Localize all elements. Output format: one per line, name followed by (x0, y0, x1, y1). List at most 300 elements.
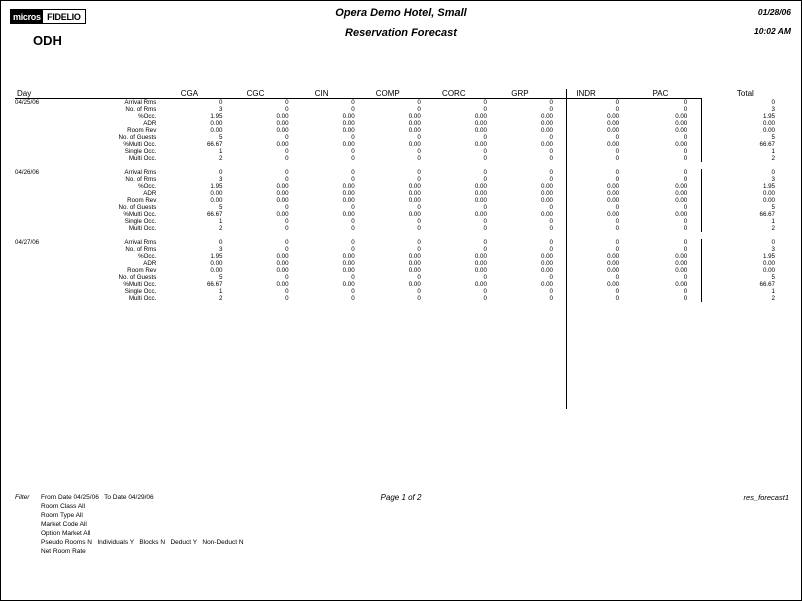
table-header-row (15, 89, 789, 98)
table-row (15, 281, 789, 288)
row-label: Room Rev (127, 267, 157, 274)
row-label: No. of Rms (125, 106, 157, 113)
report-id: res_forecast1 (743, 493, 789, 502)
cell-pac: 0 (619, 148, 702, 155)
table-row (15, 120, 789, 127)
cell-indr: 0 (615, 176, 620, 183)
cell-comp: 0 (417, 134, 421, 141)
cell-cgc: 0 (285, 106, 289, 113)
run-time: 10:02 AM (753, 26, 791, 36)
cell-cin: 0.00 (342, 120, 355, 127)
cell-corc: 0.00 (474, 190, 487, 197)
row-day-empty (15, 120, 86, 127)
cell-grp: 0 (549, 169, 553, 176)
cell-pac: 0 (619, 99, 702, 106)
cell-cin: 0.00 (342, 197, 355, 204)
cell-indr: 0 (615, 225, 620, 232)
cell-pac: 0 (619, 155, 702, 162)
row-label: Room Rev (127, 127, 157, 134)
column-header-indr: INDR (576, 89, 596, 98)
cell-cin: 0 (351, 169, 355, 176)
cell-pac: 0 (619, 204, 702, 211)
cell-cgc: 0.00 (276, 120, 289, 127)
cell-pac: 0.00 (619, 253, 702, 260)
table-row (15, 225, 789, 232)
column-header-comp: COMP (375, 89, 400, 98)
row-day-empty (15, 197, 86, 204)
cell-comp: 0 (417, 176, 421, 183)
cell-pac: 0.00 (619, 113, 702, 120)
cell-comp: 0 (417, 169, 421, 176)
row-label: No. of Guests (118, 274, 157, 281)
cell-comp: 0.00 (408, 127, 421, 134)
cell-cga: 1 (219, 288, 223, 295)
cell-corc: 0 (483, 225, 487, 232)
cell-cga: 0.00 (210, 267, 223, 274)
row-day-empty (15, 155, 86, 162)
cell-cin: 0.00 (342, 183, 355, 190)
cell-pac: 0 (619, 274, 702, 281)
cell-cin: 0.00 (342, 267, 355, 274)
pac-total-divider (566, 89, 567, 409)
cell-corc: 0 (483, 169, 487, 176)
cell-pac: 0.00 (619, 197, 702, 204)
cell-grp: 0.00 (540, 127, 553, 134)
cell-cga: 1 (219, 148, 223, 155)
cell-grp: 0 (549, 295, 553, 302)
cell-corc: 0 (483, 148, 487, 155)
cell-grp: 0.00 (540, 281, 553, 288)
filter-block (15, 493, 244, 556)
cell-indr: 0.00 (607, 253, 620, 260)
cell-corc: 0 (483, 106, 487, 113)
group-spacer (15, 162, 789, 169)
cell-comp: 0.00 (408, 260, 421, 267)
cell-pac: 0 (619, 225, 702, 232)
forecast-table (15, 89, 789, 302)
cell-comp: 0 (417, 99, 421, 106)
table-row (15, 113, 789, 120)
cell-cin: 0.00 (342, 211, 355, 218)
table-row (15, 218, 789, 225)
cell-indr: 0 (615, 246, 620, 253)
cell-grp: 0 (549, 246, 553, 253)
cell-comp: 0 (417, 274, 421, 281)
cell-grp: 0 (549, 134, 553, 141)
cell-cga: 1 (219, 218, 223, 225)
cell-cin: 0 (351, 176, 355, 183)
cell-cga: 66.67 (206, 281, 223, 288)
cell-total: 0 (771, 99, 775, 106)
table-row (15, 190, 789, 197)
row-day-empty (15, 267, 86, 274)
row-day-empty (15, 295, 86, 302)
filter-line-3: Market Code All (41, 521, 87, 528)
cell-total: 0.00 (762, 127, 775, 134)
column-header-cga: CGA (180, 89, 199, 98)
cell-cin: 0.00 (342, 260, 355, 267)
column-header-pac: PAC (652, 89, 669, 98)
column-header-cgc: CGC (246, 89, 265, 98)
cell-cga: 66.67 (206, 141, 223, 148)
cell-indr: 0 (615, 148, 620, 155)
cell-cgc: 0 (285, 204, 289, 211)
cell-pac: 0 (619, 288, 702, 295)
cell-cin: 0 (351, 295, 355, 302)
cell-total: 1 (771, 218, 775, 225)
cell-comp: 0.00 (408, 211, 421, 218)
cell-corc: 0.00 (474, 267, 487, 274)
cell-comp: 0 (417, 148, 421, 155)
cell-cga: 1.95 (210, 113, 223, 120)
cell-comp: 0.00 (408, 190, 421, 197)
cell-corc: 0 (483, 204, 487, 211)
logo-right-text: FIDELIO (47, 11, 81, 22)
cell-pac: 0 (619, 246, 702, 253)
cell-cgc: 0 (285, 246, 289, 253)
cell-cgc: 0.00 (276, 183, 289, 190)
cell-indr: 0.00 (607, 127, 620, 134)
cell-cin: 0.00 (342, 281, 355, 288)
cell-pac: 0 (619, 239, 702, 246)
cell-indr: 0 (615, 134, 620, 141)
row-label: Single Occ. (124, 288, 157, 295)
cell-corc: 0.00 (474, 120, 487, 127)
cell-total: 2 (771, 225, 775, 232)
column-header-cin: CIN (314, 89, 329, 98)
cell-pac: 0.00 (619, 281, 702, 288)
cell-pac: 0.00 (619, 190, 702, 197)
cell-cga: 0 (219, 169, 223, 176)
cell-cin: 0 (351, 148, 355, 155)
group-spacer-cell (15, 162, 702, 169)
table-row (15, 246, 789, 253)
cell-indr: 0.00 (607, 267, 620, 274)
row-day-empty (15, 190, 86, 197)
cell-comp: 0 (417, 239, 421, 246)
cell-total: 0.00 (762, 120, 775, 127)
row-day-empty (15, 176, 86, 183)
cell-indr: 0.00 (607, 190, 620, 197)
cell-cga: 5 (219, 204, 223, 211)
cell-corc: 0 (483, 99, 487, 106)
row-label: ADR (143, 260, 157, 267)
column-header-corc: CORC (442, 89, 466, 98)
row-label: No. of Rms (125, 246, 157, 253)
cell-indr: 0 (615, 218, 620, 225)
cell-total: 5 (771, 134, 775, 141)
logo-left-text: micros (13, 11, 41, 22)
row-day-empty (15, 281, 86, 288)
cell-grp: 0.00 (540, 141, 553, 148)
table-row (15, 253, 789, 260)
cell-cgc: 0 (285, 225, 289, 232)
cell-cgc: 0.00 (276, 141, 289, 148)
table-row (15, 141, 789, 148)
cell-cga: 0 (219, 99, 223, 106)
cell-comp: 0 (417, 106, 421, 113)
cell-comp: 0 (417, 295, 421, 302)
cell-corc: 0.00 (474, 253, 487, 260)
cell-corc: 0 (483, 218, 487, 225)
cell-cga: 66.67 (206, 211, 223, 218)
row-day: 04/27/06 (15, 239, 40, 246)
row-label: Arrival Rms (124, 169, 157, 176)
cell-grp: 0 (549, 155, 553, 162)
cell-cin: 0 (351, 134, 355, 141)
row-day-empty (15, 218, 86, 225)
cell-corc: 0 (483, 295, 487, 302)
cell-total: 1.95 (762, 183, 775, 190)
cell-cgc: 0 (285, 169, 289, 176)
row-label: Single Occ. (124, 218, 157, 225)
cell-cgc: 0.00 (276, 260, 289, 267)
cell-indr: 0 (615, 155, 620, 162)
filter-line-5: Pseudo Rooms N Individuals Y Blocks N Deduct Y Non-Deduct N (41, 539, 244, 546)
cell-indr: 0.00 (607, 113, 620, 120)
cell-grp: 0.00 (540, 267, 553, 274)
row-day-empty (15, 106, 86, 113)
page-title: Reservation Forecast (345, 27, 457, 39)
cell-grp: 0 (549, 148, 553, 155)
row-day-empty (15, 246, 86, 253)
row-label: %Occ. (138, 113, 157, 120)
cell-cga: 5 (219, 274, 223, 281)
row-day-empty (15, 274, 86, 281)
cell-cgc: 0 (285, 295, 289, 302)
cell-indr: 0 (615, 239, 620, 246)
cell-comp: 0.00 (408, 113, 421, 120)
cell-total: 1 (771, 148, 775, 155)
cell-total: 66.67 (759, 211, 775, 218)
row-label: %Multi Occ. (123, 281, 157, 288)
row-day: 04/26/06 (15, 169, 40, 176)
cell-grp: 0 (549, 99, 553, 106)
cell-cga: 1.95 (210, 253, 223, 260)
cell-total: 3 (771, 176, 775, 183)
cell-grp: 0.00 (540, 197, 553, 204)
cell-cgc: 0.00 (276, 190, 289, 197)
cell-pac: 0 (619, 295, 702, 302)
cell-total: 3 (771, 246, 775, 253)
cell-cgc: 0.00 (276, 281, 289, 288)
table-body (15, 99, 789, 302)
cell-total: 0.00 (762, 197, 775, 204)
group-spacer (15, 232, 789, 239)
cell-total: 0 (771, 169, 775, 176)
cell-cga: 2 (219, 155, 223, 162)
row-day-empty (15, 134, 86, 141)
cell-comp: 0 (417, 225, 421, 232)
cell-cin: 0 (351, 218, 355, 225)
cell-comp: 0 (417, 204, 421, 211)
cell-indr: 0 (615, 295, 620, 302)
cell-grp: 0.00 (540, 120, 553, 127)
table-row (15, 274, 789, 281)
cell-cgc: 0 (285, 288, 289, 295)
cell-total: 2 (771, 295, 775, 302)
cell-comp: 0 (417, 246, 421, 253)
cell-indr: 0.00 (607, 183, 620, 190)
cell-cga: 0.00 (210, 197, 223, 204)
cell-grp: 0.00 (540, 253, 553, 260)
row-day: 04/25/06 (15, 99, 40, 106)
cell-cga: 1.95 (210, 183, 223, 190)
cell-total: 3 (771, 106, 775, 113)
cell-corc: 0 (483, 239, 487, 246)
cell-cgc: 0 (285, 176, 289, 183)
cell-cgc: 0 (285, 155, 289, 162)
cell-indr: 0.00 (607, 141, 620, 148)
cell-cin: 0.00 (342, 190, 355, 197)
cell-indr: 0 (615, 169, 620, 176)
cell-comp: 0.00 (408, 141, 421, 148)
cell-indr: 0.00 (607, 120, 620, 127)
row-day-empty (15, 225, 86, 232)
cell-grp: 0.00 (540, 211, 553, 218)
cell-cin: 0 (351, 225, 355, 232)
cell-corc: 0.00 (474, 211, 487, 218)
cell-cgc: 0.00 (276, 197, 289, 204)
cell-comp: 0.00 (408, 267, 421, 274)
table-row (15, 155, 789, 162)
cell-grp: 0 (549, 176, 553, 183)
row-label: No. of Guests (118, 204, 157, 211)
cell-indr: 0.00 (607, 260, 620, 267)
table-row (15, 134, 789, 141)
hotel-name: Opera Demo Hotel, Small (335, 7, 467, 19)
row-day-empty (15, 183, 86, 190)
cell-cin: 0.00 (342, 141, 355, 148)
cell-total: 1.95 (762, 253, 775, 260)
cell-pac: 0.00 (619, 120, 702, 127)
cell-comp: 0.00 (408, 281, 421, 288)
column-header-grp: GRP (511, 89, 529, 98)
row-label: ADR (143, 190, 157, 197)
cell-cgc: 0.00 (276, 267, 289, 274)
table-row (15, 183, 789, 190)
table-row (15, 260, 789, 267)
cell-corc: 0.00 (474, 127, 487, 134)
cell-cin: 0 (351, 99, 355, 106)
cell-corc: 0.00 (474, 197, 487, 204)
cell-pac: 0.00 (619, 141, 702, 148)
row-label: No. of Rms (125, 176, 157, 183)
cell-pac: 0 (619, 218, 702, 225)
cell-total: 5 (771, 274, 775, 281)
cell-comp: 0.00 (408, 197, 421, 204)
row-label: Arrival Rms (124, 99, 157, 106)
cell-corc: 0.00 (474, 183, 487, 190)
cell-cgc: 0.00 (276, 253, 289, 260)
cell-cin: 0 (351, 288, 355, 295)
cell-cin: 0 (351, 106, 355, 113)
page-number: Page 1 of 2 (380, 493, 422, 502)
row-label: ADR (143, 120, 157, 127)
cell-total: 1 (771, 288, 775, 295)
cell-cga: 3 (219, 176, 223, 183)
cell-grp: 0 (549, 106, 553, 113)
row-label: Multi Occ. (128, 155, 157, 162)
cell-cgc: 0.00 (276, 113, 289, 120)
row-label: Multi Occ. (128, 295, 157, 302)
table-row (15, 106, 789, 113)
cell-cin: 0 (351, 155, 355, 162)
cell-grp: 0.00 (540, 190, 553, 197)
cell-total: 66.67 (759, 141, 775, 148)
cell-cgc: 0 (285, 134, 289, 141)
cell-cga: 2 (219, 295, 223, 302)
row-day-empty (15, 113, 86, 120)
table-row (15, 239, 789, 246)
filter-label: Filter (15, 494, 30, 501)
cell-grp: 0 (549, 239, 553, 246)
cell-indr: 0 (615, 274, 620, 281)
cell-pac: 0.00 (619, 183, 702, 190)
filter-line-2: Room Type All (41, 512, 83, 519)
row-label: %Multi Occ. (123, 141, 157, 148)
cell-cin: 0.00 (342, 113, 355, 120)
cell-cin: 0 (351, 204, 355, 211)
cell-pac: 0.00 (619, 260, 702, 267)
cell-cgc: 0 (285, 239, 289, 246)
filter-line-6: Net Room Rate (41, 548, 86, 555)
table-row (15, 267, 789, 274)
cell-total: 0.00 (762, 267, 775, 274)
cell-cgc: 0 (285, 99, 289, 106)
cell-comp: 0.00 (408, 183, 421, 190)
cell-cin: 0 (351, 239, 355, 246)
table-row (15, 169, 789, 176)
cell-total: 5 (771, 204, 775, 211)
cell-corc: 0 (483, 274, 487, 281)
row-label: Single Occ. (124, 148, 157, 155)
cell-total: 2 (771, 155, 775, 162)
cell-cgc: 0.00 (276, 211, 289, 218)
row-day-empty (15, 141, 86, 148)
row-label: %Occ. (138, 253, 157, 260)
cell-comp: 0 (417, 288, 421, 295)
filter-line-1: Room Class All (41, 503, 86, 510)
table-row (15, 204, 789, 211)
cell-corc: 0 (483, 155, 487, 162)
cell-indr: 0.00 (607, 211, 620, 218)
cell-grp: 0 (549, 204, 553, 211)
row-label: Room Rev (127, 197, 157, 204)
row-label: Arrival Rms (124, 239, 157, 246)
cell-cga: 3 (219, 246, 223, 253)
row-label: No. of Guests (118, 134, 157, 141)
cell-pac: 0.00 (619, 267, 702, 274)
row-day-empty (15, 253, 86, 260)
cell-corc: 0.00 (474, 260, 487, 267)
cell-corc: 0 (483, 176, 487, 183)
cell-pac: 0.00 (619, 127, 702, 134)
table-row (15, 99, 789, 106)
cell-cin: 0.00 (342, 127, 355, 134)
cell-grp: 0 (549, 288, 553, 295)
cell-cga: 0.00 (210, 190, 223, 197)
row-label: %Multi Occ. (123, 211, 157, 218)
cell-corc: 0 (483, 246, 487, 253)
table-row (15, 197, 789, 204)
cell-pac: 0 (619, 176, 702, 183)
cell-indr: 0 (615, 106, 620, 113)
cell-comp: 0.00 (408, 253, 421, 260)
cell-grp: 0.00 (540, 183, 553, 190)
table-row (15, 288, 789, 295)
row-day-empty (15, 127, 86, 134)
